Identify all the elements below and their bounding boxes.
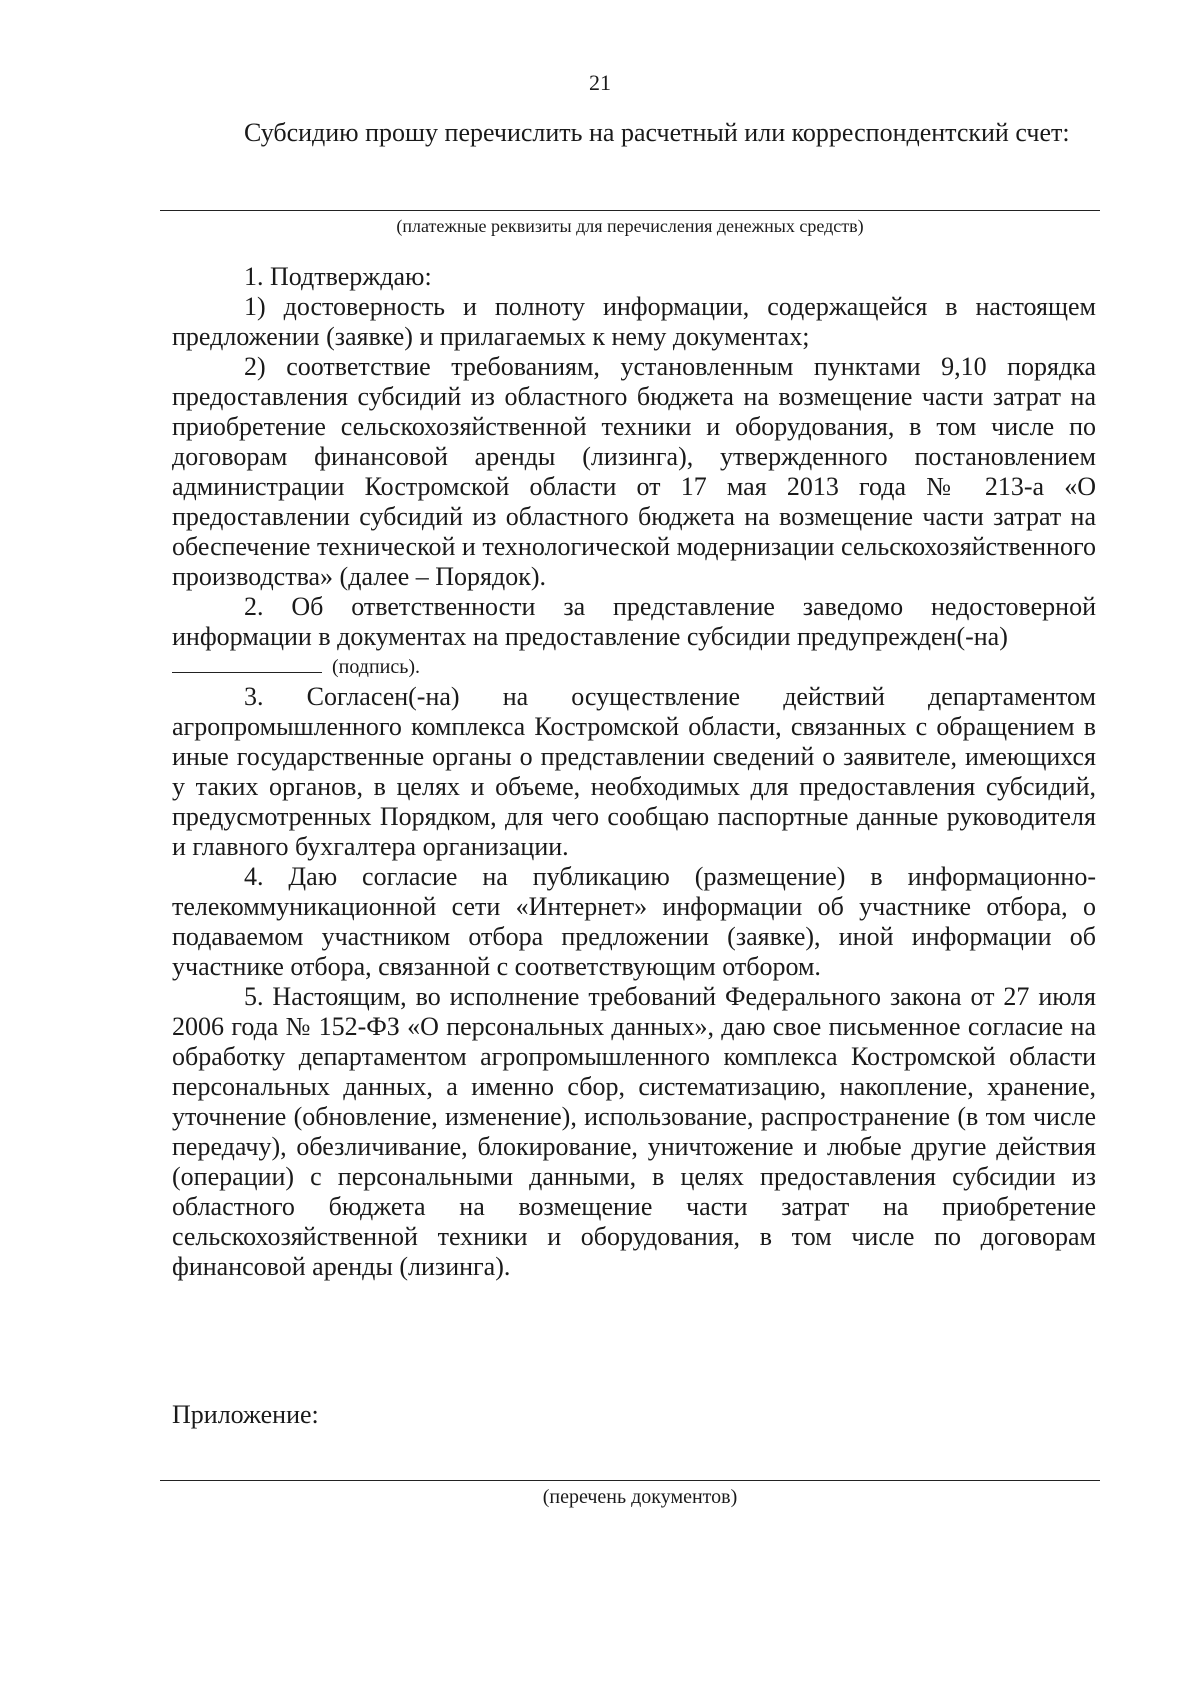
consent-item-3: 3. Согласен(-на) на осуществление действий департаментом агропромышленного комплекса Костромской области, связанных с обращением в иные государственные органы о представлении сведений о заявителе, имеющихся у таких органов, в целях и объеме, необходимых для предоставления субсидий, предусмотренных Порядком, для чего сообщаю паспортные данные руководителя и главного бухгалтера организации. (172, 682, 1096, 861)
confirm-item-1: 1) достоверность и полноту информации, содержащейся в настоящем предложении (заявке) и прилагаемых к нему документах; (172, 292, 1096, 351)
account-request-text: Субсидию прошу перечислить на расчетный или корреспондентский счет: (244, 118, 1070, 147)
attachment-caption: (перечень документов) (542, 1486, 738, 1508)
confirmations-block (172, 262, 1096, 652)
attachment-block (172, 1400, 1096, 1430)
signature-row (172, 652, 1096, 679)
confirm-heading: 1. Подтверждаю: (244, 262, 432, 291)
attachment-line (160, 1480, 1100, 1481)
confirm-item-2: 2) соответствие требованиям, установленным пунктами 9,10 порядка предоставления субсидий из областного бюджета на возмещение части затрат на приобретение сельскохозяйственной техники и оборудования, в том числе по договорам финансовой аренды (лизинга), утвержденного постановлением администрации Костромской области от 17 мая 2013 года № 213-а «О предоставлении субсидий из областного бюджета на возмещение части затрат на обеспечение технической и технологической модернизации сельскохозяйственного производства» (далее – Порядок). (172, 352, 1096, 591)
account-request-block (172, 118, 1096, 148)
account-requisites-caption: (платежные реквизиты для перечисления денежных средств) (396, 216, 864, 236)
page-number: 21 (589, 70, 611, 95)
signature-caption: (подпись). (332, 656, 421, 678)
attachment-label: Приложение: (172, 1400, 319, 1429)
consent-item-4: 4. Даю согласие на публикацию (размещение) в информационно-телекоммуникационной сети «Интернет» информации об участнике отбора, о подаваемом участником отбора предложении (заявке), иной информации об участнике отбора, связанной с соответствующим отбором. (172, 862, 1096, 981)
signature-line (172, 652, 322, 673)
consents-block (172, 682, 1096, 1282)
consent-item-5: 5. Настоящим, во исполнение требований Федерального закона от 27 июля 2006 года № 152-ФЗ «О персональных данных», даю свое письменное согласие на обработку департаментом агропромышленного комплекса Костромской области персональных данных, а именно сбор, систематизацию, накопление, хранение, уточнение (обновление, изменение), использование, распространение (в том числе передачу), обезличивание, блокирование, уничтожение и любые другие действия (операции) с персональными данными, в целях предоставления субсидии из областного бюджета на возмещение части затрат на приобретение сельскохозяйственной техники и оборудования, в том числе по договорам финансовой аренды (лизинга). (172, 982, 1096, 1281)
account-requisites-line (160, 210, 1100, 211)
responsibility-item: 2. Об ответственности за представление заведомо недостоверной информации в документах на предоставление субсидии предупрежден(-на) (172, 592, 1096, 651)
